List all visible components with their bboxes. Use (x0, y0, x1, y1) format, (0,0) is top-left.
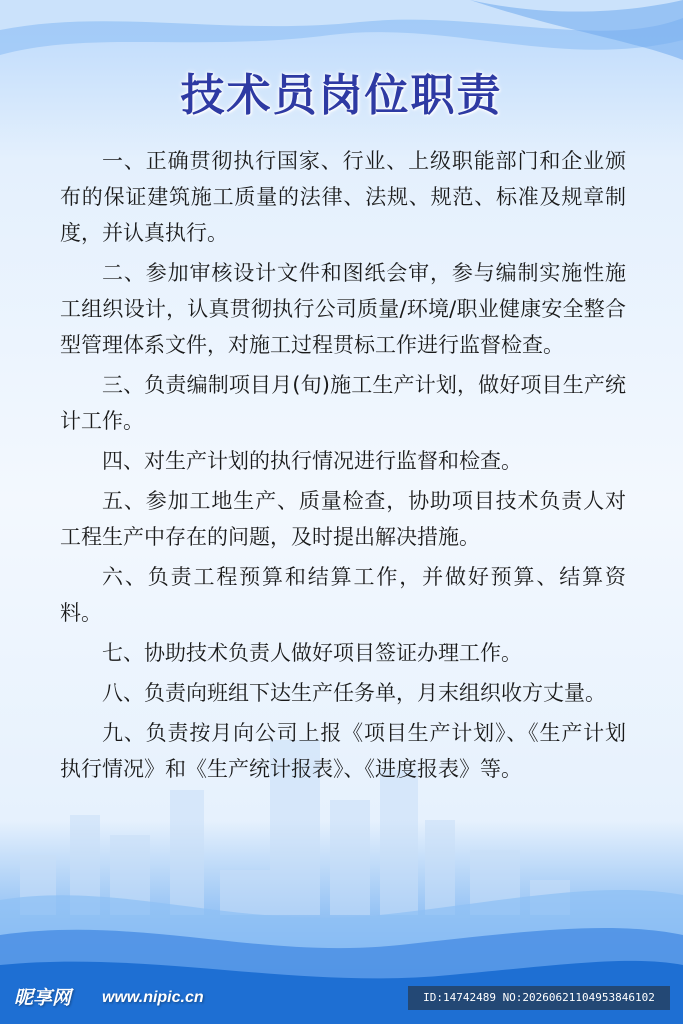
watermark-id: ID:14742489 NO:20260621104953846102 (408, 986, 670, 1010)
duty-item-7: 七、协助技术负责人做好项目签证办理工作。 (102, 641, 522, 665)
duty-item-2: 二、参加审核设计文件和图纸会审，参与编制实施性施工组织设计，认真贯彻执行公司质量/环境/职业健康安全整合型管理体系文件，对施工过程贯标工作进行监督检查。 (60, 261, 626, 357)
duty-list (60, 143, 626, 791)
duty-item-6: 六、负责工程预算和结算工作，并做好预算、结算资料。 (60, 565, 626, 625)
page-title: 技术员岗位职责 (180, 70, 503, 121)
duty-item-4: 四、对生产计划的执行情况进行监督和检查。 (102, 449, 522, 473)
duty-item-8: 八、负责向班组下达生产任务单，月末组织收方丈量。 (102, 681, 606, 705)
watermark-site: www.nipic.cn (102, 989, 204, 1006)
duty-item-5: 五、参加工地生产、质量检查，协助项目技术负责人对工程生产中存在的问题，及时提出解决措施。 (60, 489, 626, 549)
duty-item-1: 一、正确贯彻执行国家、行业、上级职能部门和企业颁布的保证建筑施工质量的法律、法规、规范、标准及规章制度，并认真执行。 (60, 149, 626, 245)
watermark-bar (0, 980, 683, 1016)
duty-item-3: 三、负责编制项目月(旬)施工生产计划，做好项目生产统计工作。 (60, 373, 626, 433)
duty-item-9: 九、负责按月向公司上报《项目生产计划》、《生产计划执行情况》和《生产统计报表》、《进度报表》等。 (60, 721, 626, 781)
watermark-logo: 昵享网 (14, 987, 72, 1009)
